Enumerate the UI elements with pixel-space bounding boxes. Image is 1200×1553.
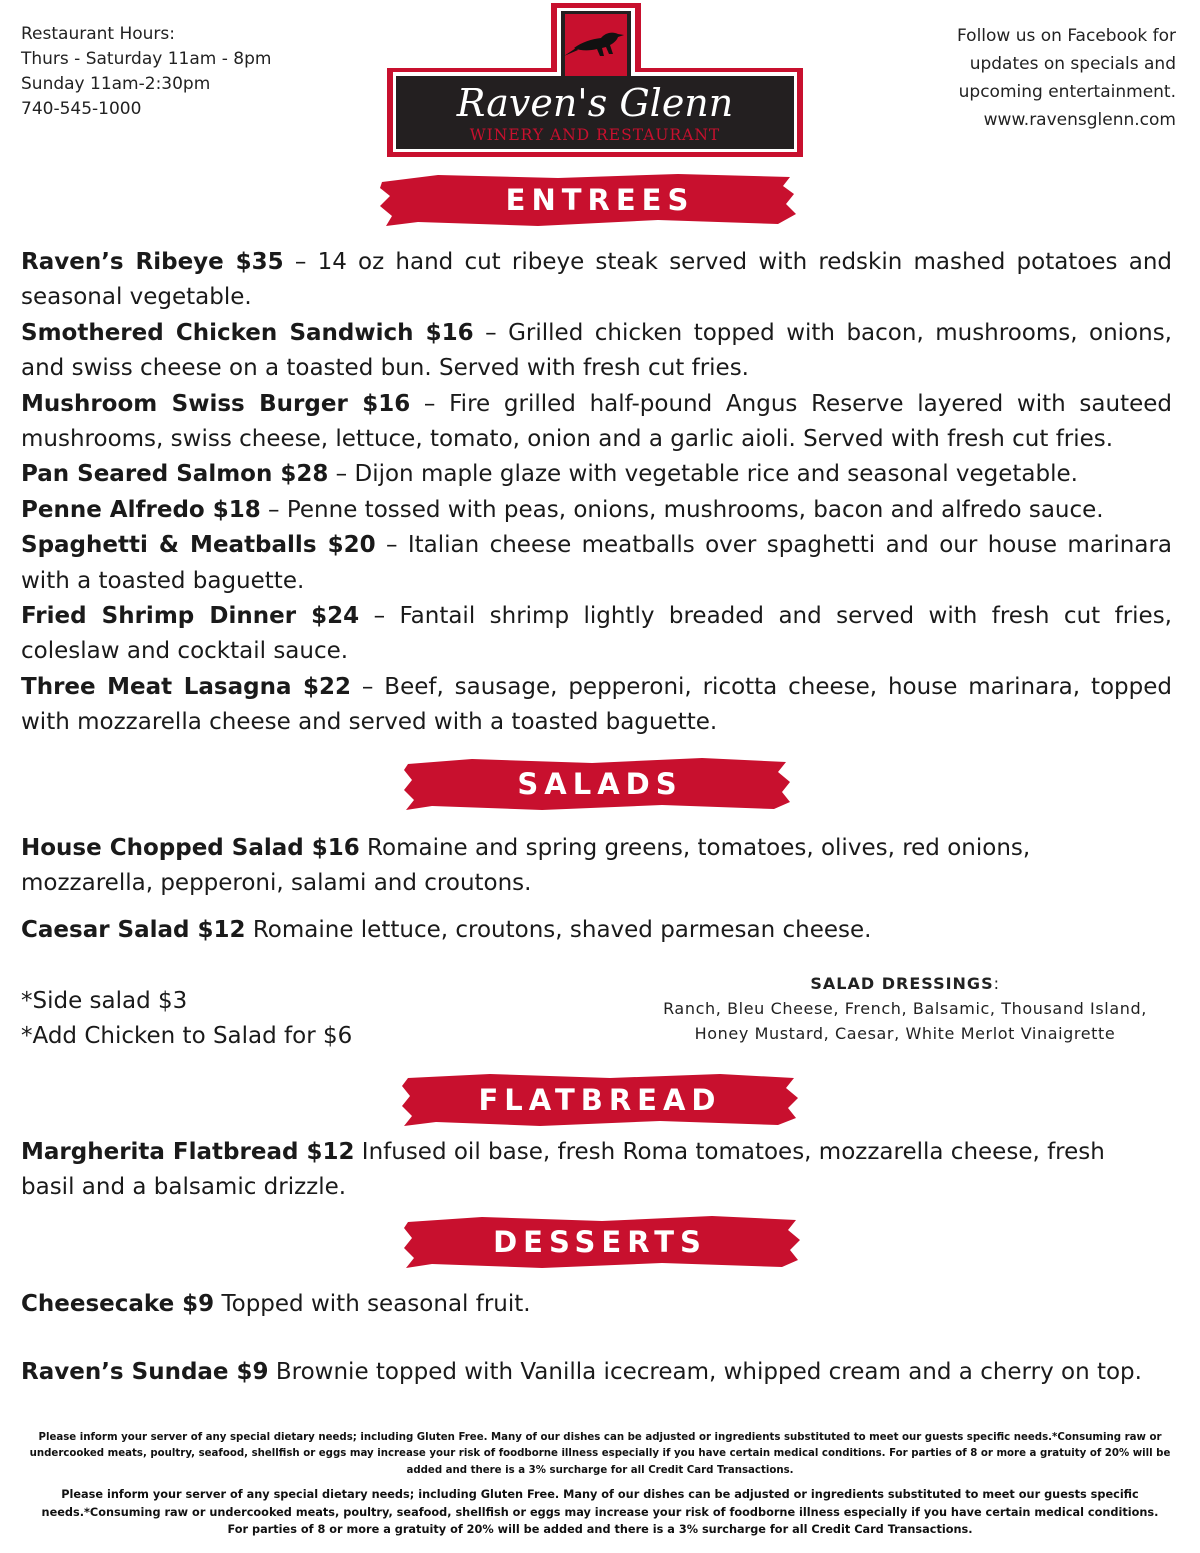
item-desc: – Beef, sausage, pepperoni, ricotta cheese, house marinara, topped with mozzarella cheese and served with a toasted baguette. [21,673,1172,736]
menu-item [21,245,1172,316]
social-info [876,22,1176,134]
salad-notes [21,984,621,1055]
disclaimer-1: Please inform your server of any special dietary needs; including Gluten Free. Many of our dishes can be adjusted or ingredients substituted to meet our guests specific needs.*Consuming raw or undercooked meats, poultry, seafood, shellfish or eggs may increase your risk of foodborne illness especially if you have certain medical conditions. For parties of 8 or more a gratuity of 20% will be added and there is a 3% surcharge for all Credit Card Transactions. [29,1432,1171,1476]
disclaimer-2: Please inform your server of any special dietary needs; including Gluten Free. Many of our dishes can be adjusted or ingredients substituted to meet our guests specific needs.*Consuming raw or undercooked meats, poultry, seafood, shellfish or eggs may increase your risk of foodborne illness especially if you have certain medical conditions. For parties of 8 or more a gratuity of 20% will be added and there is a 3% surcharge for all Credit Card Transactions. [41,1488,1159,1537]
logo-tagline: WINERY AND RESTAURANT [469,126,721,144]
item-name: Spaghetti & Meatballs $20 [21,532,376,559]
item-desc: – Grilled chicken topped with bacon, mushrooms, onions, and swiss cheese on a toasted bun. Served with fresh cut fries. [21,319,1172,382]
item-name: Margherita Flatbread $12 [21,1139,355,1165]
hours-sunday: Sunday 11am-2:30pm [21,74,211,94]
facebook-note-1: Follow us on Facebook for [957,26,1176,46]
menu-item [21,1355,1172,1390]
item-desc: – 14 oz hand cut ribeye steak served with redskin mashed potatoes and seasonal vegetable. [21,249,1172,311]
item-desc: Romaine lettuce, croutons, shaved parmesan cheese. [245,916,872,943]
menu-item [21,831,1061,902]
menu-item [21,670,1172,741]
salads-banner [0,756,1200,812]
dressings-line-2: Honey Mustard, Caesar, White Merlot Vinaigrette [694,1024,1116,1043]
item-name: Mushroom Swiss Burger $16 [21,390,411,417]
item-desc: – Dijon maple glaze with vegetable rice and seasonal vegetable. [328,461,1078,488]
menu-item [21,387,1172,458]
phone-number: 740-545-1000 [21,99,142,119]
item-name: Caesar Salad $12 [21,916,246,943]
menu-item [21,913,1061,948]
section-title-flatbread: FLATBREAD [478,1083,722,1117]
item-desc: Romaine and spring greens, tomatoes, olives, red onions, mozzarella, pepperoni, salami and croutons. [21,835,1031,897]
menu-item [21,457,1172,492]
menu-item [21,599,1172,670]
menu-item [21,316,1172,387]
item-name: Cheesecake $9 [21,1291,215,1317]
flatbread-list [21,1135,1131,1206]
item-name: Penne Alfredo $18 [21,496,261,523]
side-salad-note: *Side salad $3 [21,988,188,1014]
section-title-salads: SALADS [517,767,683,801]
salads-list [21,831,1061,948]
entrees-banner [0,172,1200,228]
flatbread-banner [0,1072,1200,1128]
item-desc: Topped with seasonal fruit. [214,1291,531,1317]
dressings-line-1: Ranch, Bleu Cheese, French, Balsamic, Thousand Island, [663,999,1147,1018]
item-name: Three Meat Lasagna $22 [21,673,352,700]
add-chicken-note: *Add Chicken to Salad for $6 [21,1023,353,1050]
item-desc: Brownie topped with Vanilla icecream, whipped cream and a cherry on top. [268,1359,1142,1386]
item-name: Raven’s Sundae $9 [21,1359,269,1386]
hours-thu-sat: Thurs - Saturday 11am - 8pm [21,49,272,69]
website-url[interactable]: www.ravensglenn.com [983,110,1176,130]
section-title-entrees: ENTREES [505,183,695,217]
item-desc: – Fantail shrimp lightly breaded and served with fresh cut fries, coleslaw and cocktail sauce. [21,603,1172,665]
hours-heading: Restaurant Hours: [21,24,176,44]
item-name: House Chopped Salad $16 [21,835,360,861]
dressings-colon: : [993,974,1000,993]
item-name: Pan Seared Salmon $28 [21,461,329,488]
item-desc: – Fire grilled half-pound Angus Reserve layered with sauteed mushrooms, swiss cheese, lettuce, tomato, onion and a garlic aioli. Served with fresh cut fries. [21,390,1172,453]
item-desc: – Penne tossed with peas, onions, mushrooms, bacon and alfredo sauce. [260,496,1104,523]
desserts-list [21,1287,1172,1391]
item-name: Fried Shrimp Dinner $24 [21,603,360,630]
salad-dressings [620,971,1190,1046]
menu-item [21,493,1172,528]
entrees-list [21,245,1172,741]
ravens-glenn-logo [386,2,804,158]
facebook-note-3: upcoming entertainment. [958,82,1176,102]
restaurant-hours [21,22,271,122]
menu-item [21,1287,1172,1322]
facebook-note-2: updates on specials and [969,54,1176,74]
dressings-heading: SALAD DRESSINGS [810,974,994,993]
menu-item [21,528,1172,599]
section-title-desserts: DESSERTS [493,1225,707,1259]
item-name: Raven’s Ribeye $35 [21,249,284,275]
desserts-banner [0,1214,1200,1270]
item-name: Smothered Chicken Sandwich $16 [21,319,474,346]
logo-wordmark: Raven's Glenn [456,81,734,125]
menu-item [21,1135,1131,1206]
item-desc: Infused oil base, fresh Roma tomatoes, mozzarella cheese, fresh basil and a balsamic drizzle. [21,1139,1105,1201]
item-desc: – Italian cheese meatballs over spaghetti and our house marinara with a toasted baguette. [21,532,1172,594]
